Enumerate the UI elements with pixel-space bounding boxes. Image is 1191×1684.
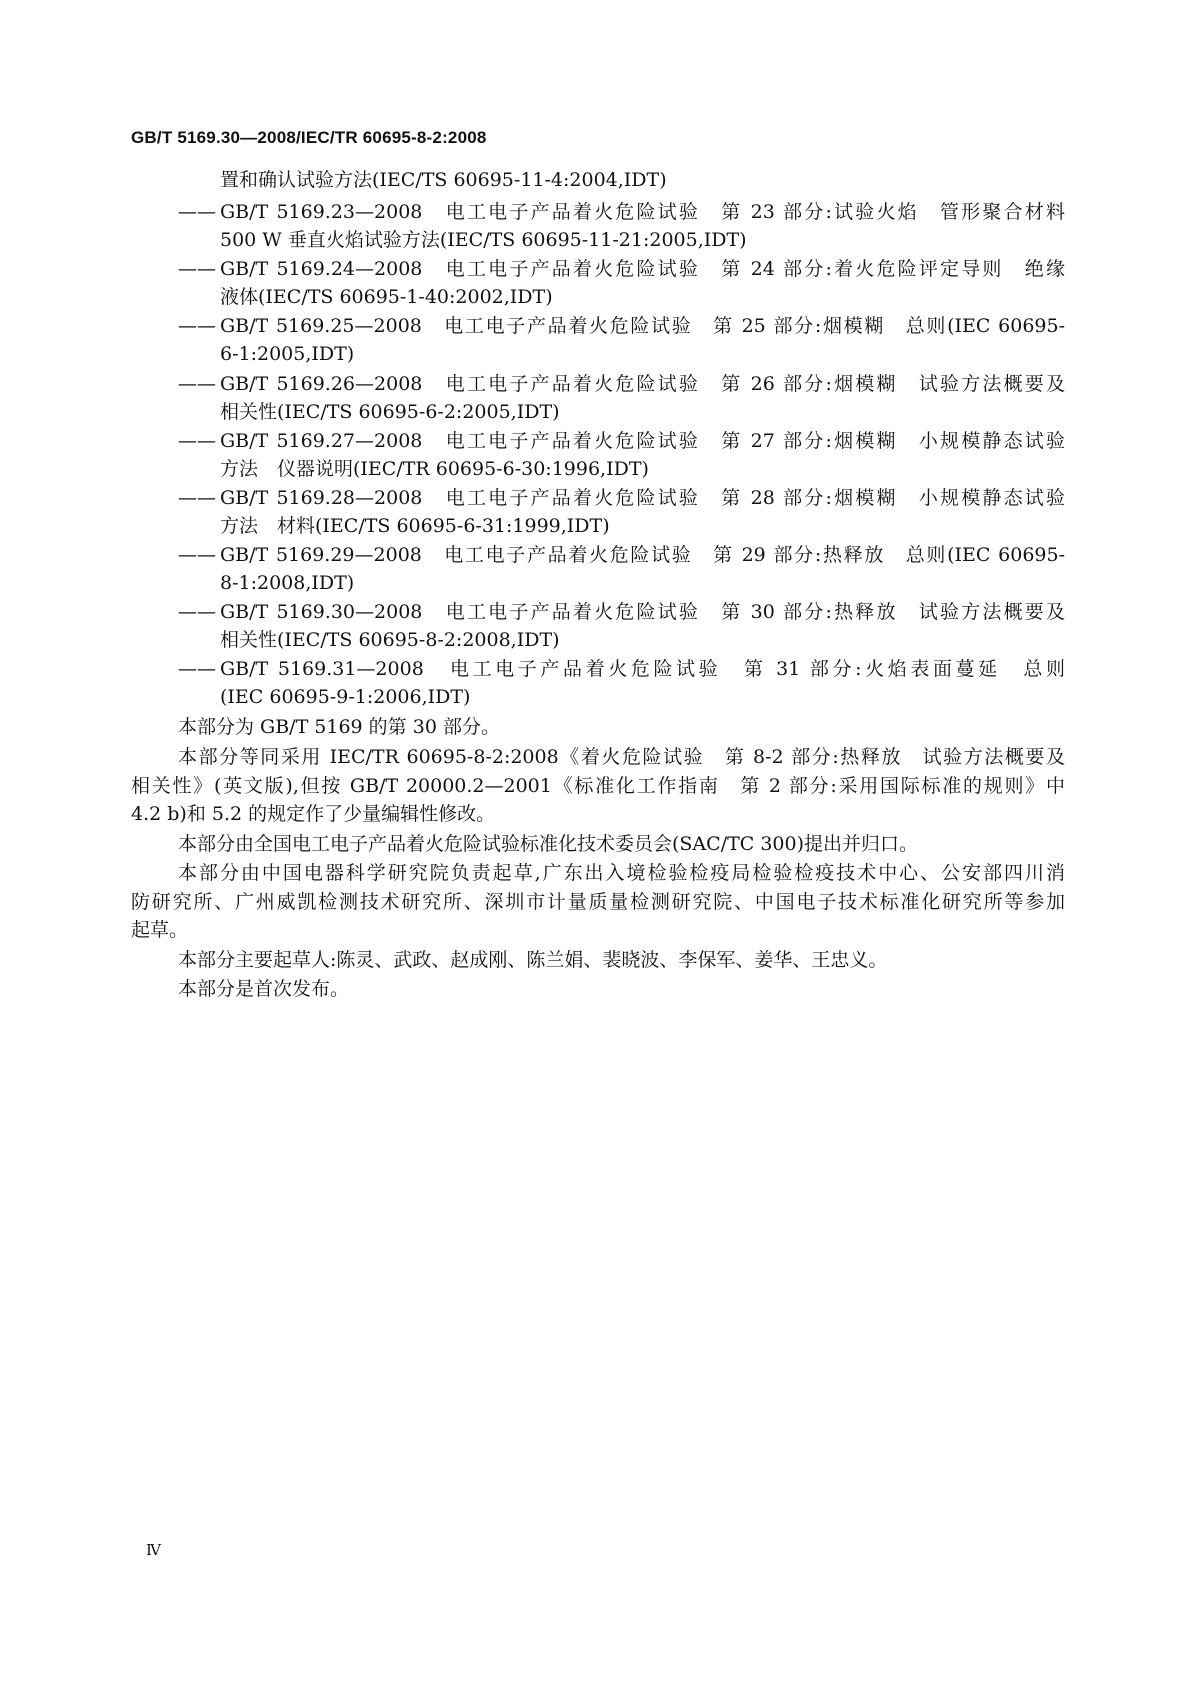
paragraph-drafters-line3: 起草。 [131, 919, 189, 941]
paragraph-main-drafters: 本部分主要起草人:陈灵、武政、赵成刚、陈兰娟、裴晓波、李保军、姜华、王忠义。 [178, 949, 888, 971]
list-item-line1: GB/T 5169.28—2008 电工电子产品着火危险试验 第 28 部分:烟模糊 小规模静态试验 [220, 487, 1065, 509]
list-item-line2: 500 W 垂直火焰试验方法(IEC/TS 60695-11-21:2005,IDT) [220, 229, 747, 251]
page-number: Ⅳ [146, 1541, 161, 1559]
list-item-line1: GB/T 5169.29—2008 电工电子产品着火危险试验 第 29 部分:热释放 总则(IEC 60695- [220, 544, 1065, 566]
list-item-line2: (IEC 60695-9-1:2006,IDT) [220, 686, 471, 708]
list-dash: —— [178, 258, 216, 280]
list-item-line1: GB/T 5169.25—2008 电工电子产品着火危险试验 第 25 部分:烟模糊 总则(IEC 60695- [220, 315, 1065, 337]
list-dash: —— [178, 201, 216, 223]
list-item-line2: 相关性(IEC/TS 60695-6-2:2005,IDT) [220, 401, 560, 423]
list-item-line2: 8-1:2008,IDT) [220, 572, 355, 594]
list-item-line2: 6-1:2005,IDT) [220, 343, 355, 365]
paragraph-drafters-line1: 本部分由中国电器科学研究院负责起草,广东出入境检验检疫局检验检疫技术中心、公安部四川消 [178, 862, 1065, 884]
list-item-line1: GB/T 5169.30—2008 电工电子产品着火危险试验 第 30 部分:热释放 试验方法概要及 [220, 601, 1065, 623]
paragraph-adoption-line1: 本部分等同采用 IEC/TR 60695-8-2:2008《着火危险试验 第 8-2 部分:热释放 试验方法概要及 [178, 746, 1065, 768]
list-item-line2: 液体(IEC/TS 60695-1-40:2002,IDT) [220, 286, 553, 308]
paragraph-adoption-line2: 相关性》(英文版),但按 GB/T 20000.2—2001《标准化工作指南 第 2 部分:采用国际标准的规则》中 [131, 775, 1065, 797]
list-item-line2: 方法 材料(IEC/TS 60695-6-31:1999,IDT) [220, 515, 610, 537]
list-item-line1: GB/T 5169.27—2008 电工电子产品着火危险试验 第 27 部分:烟模糊 小规模静态试验 [220, 430, 1065, 452]
paragraph-first-issue: 本部分是首次发布。 [178, 978, 350, 1000]
list-dash: —— [178, 544, 216, 566]
list-dash: —— [178, 487, 216, 509]
list-dash: —— [178, 601, 216, 623]
list-item-line2: 方法 仪器说明(IEC/TR 60695-6-30:1996,IDT) [220, 458, 649, 480]
paragraph-drafters-line2: 防研究所、广州威凯检测技术研究所、深圳市计量质量检测研究院、中国电子技术标准化研究所等参加 [131, 891, 1065, 913]
list-dash: —— [178, 658, 216, 680]
list-item-line1: GB/T 5169.23—2008 电工电子产品着火危险试验 第 23 部分:试验火焰 管形聚合材料 [220, 201, 1065, 223]
list-dash: —— [178, 315, 216, 337]
continuation-line: 置和确认试验方法(IEC/TS 60695-11-4:2004,IDT) [220, 169, 667, 191]
list-item-line1: GB/T 5169.31—2008 电工电子产品着火危险试验 第 31 部分:火焰表面蔓延 总则 [220, 658, 1065, 680]
list-dash: —— [178, 430, 216, 452]
paragraph-adoption-line3: 4.2 b)和 5.2 的规定作了少量编辑性修改。 [131, 803, 496, 825]
list-dash: —— [178, 373, 216, 395]
paragraph-part-number: 本部分为 GB/T 5169 的第 30 部分。 [178, 716, 500, 738]
list-item-line2: 相关性(IEC/TS 60695-8-2:2008,IDT) [220, 629, 560, 651]
list-item-line1: GB/T 5169.26—2008 电工电子产品着火危险试验 第 26 部分:烟模糊 试验方法概要及 [220, 373, 1065, 395]
standard-number-header: GB/T 5169.30—2008/IEC/TR 60695-8-2:2008 [131, 128, 487, 147]
paragraph-proposer: 本部分由全国电工电子产品着火危险试验标准化技术委员会(SAC/TC 300)提出并归口。 [178, 833, 919, 855]
list-item-line1: GB/T 5169.24—2008 电工电子产品着火危险试验 第 24 部分:着火危险评定导则 绝缘 [220, 258, 1065, 280]
